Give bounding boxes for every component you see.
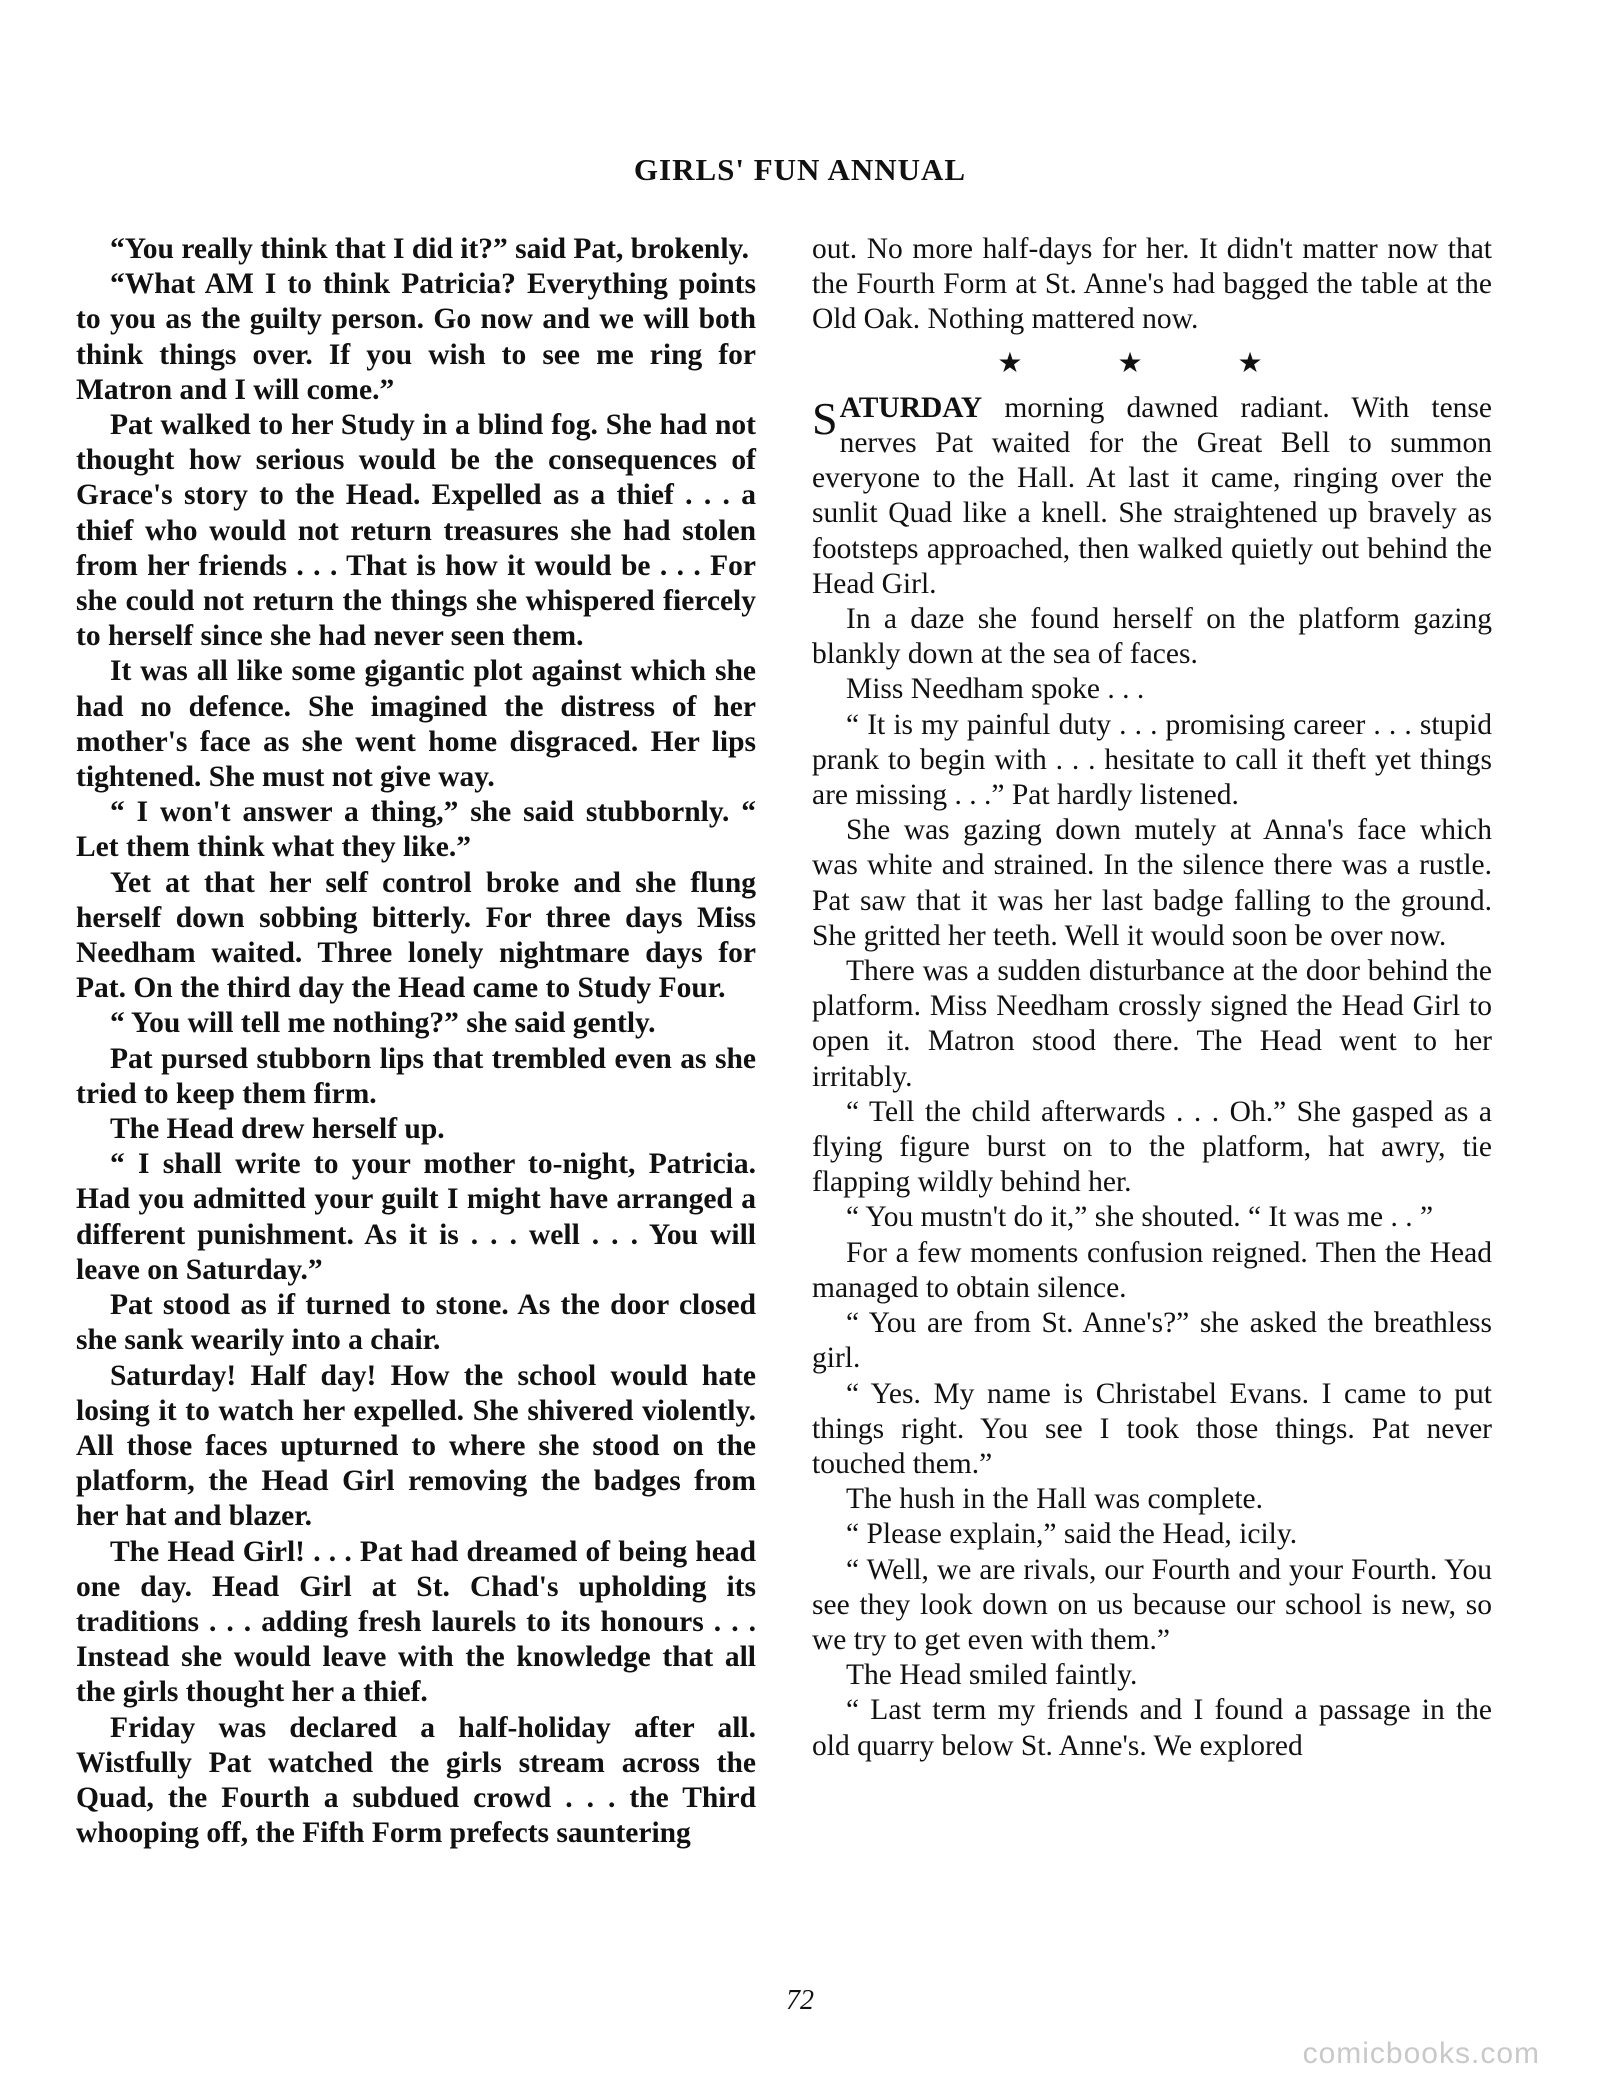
paragraph: There was a sudden disturbance at the door behind the platform. Miss Needham crossly signed the Head Girl to open it. Matron stood there. The Head went to her irritably.: [812, 955, 1492, 1093]
watermark: comicbooks.com: [1302, 2037, 1540, 2070]
page-number: 72: [786, 1985, 814, 2016]
paragraph: Friday was declared a half-holiday after all. Wistfully Pat watched the girls stream across the Quad, the Fourth a subdued crowd . . . the Third whooping off, the Fifth Form prefects sauntering: [76, 1711, 756, 1850]
paragraph: “ Please explain,” said the Head, icily.: [846, 1518, 1298, 1551]
paragraph: “ Yes. My name is Christabel Evans. I came to put things right. You see I took those things. Pat never touched them.”: [812, 1377, 1492, 1480]
paragraph: “ It is my painful duty . . . promising career . . . stupid prank to begin with . . . hesitate to call it theft yet things are missing . . .” Pat hardly listened.: [812, 708, 1492, 812]
drop-cap: S: [812, 392, 838, 444]
paragraph: “ I shall write to your mother to-night, Patricia. Had you admitted your guilt I might have arranged a different punishment. As it is . . . well . . . You will leave on Saturday.”: [76, 1148, 756, 1286]
paragraph: Miss Needham spoke . . .: [846, 673, 1145, 706]
paragraph: “ You are from St. Anne's?” she asked the breathless girl.: [812, 1307, 1492, 1375]
paragraph: “ You mustn't do it,” she shouted. “ It was me . . ”: [846, 1201, 1434, 1234]
paragraph: In a daze she found herself on the platform gazing blankly down at the sea of faces.: [812, 603, 1492, 671]
paragraph: The Head drew herself up.: [110, 1113, 445, 1146]
paragraph: Saturday! Half day! How the school would hate losing it to watch her expelled. She shivered violently. All those faces upturned to where she stood on the platform, the Head Girl removing the badges from her hat and blazer.: [76, 1359, 756, 1533]
running-header: GIRLS' FUN ANNUAL: [633, 152, 967, 187]
paragraph: Yet at that her self control broke and she flung herself down sobbing bitterly. For three days Miss Needham waited. Three lonely nightmare days for Pat. On the third day the Head came to Study Four.: [76, 866, 756, 1005]
paragraph: The hush in the Hall was complete.: [846, 1483, 1263, 1516]
paragraph: “ Last term my friends and I found a passage in the old quarry below St. Anne's. We explored: [812, 1694, 1492, 1762]
paragraph: Pat walked to her Study in a blind fog. She had not thought how serious would be the consequences of Grace's story to the Head. Expelled as a thief . . . a thief who would not return treasures she had stolen from her friends . . . That is how it would be . . . For she could not return the things she whispered fiercely to herself since she had never seen them.: [76, 409, 756, 653]
paragraph: “ Tell the child afterwards . . . Oh.” She gasped as a flying figure burst on to the platform, hat awry, tie flapping wildly behind her.: [812, 1095, 1492, 1199]
paragraph: The Head smiled faintly.: [846, 1659, 1138, 1692]
paragraph: “You really think that I did it?” said Pat, brokenly.: [110, 233, 750, 265]
paragraph: Pat pursed stubborn lips that trembled even as she tried to keep them firm.: [76, 1042, 756, 1110]
small-caps-lead: ATURDAY: [839, 391, 983, 424]
paragraph: Pat stood as if turned to stone. As the door closed she sank wearily into a chair.: [76, 1289, 756, 1357]
opening-text: morning dawned radiant. With tense nerves Pat waited for the Great Bell to summon everyone to the Hall. At last it came, ringing over the sunlit Quad like a knell. She straightened up bravely as footsteps approached, then walked quietly out behind the Head Girl.: [812, 391, 1492, 600]
paragraph: The Head Girl! . . . Pat had dreamed of being head one day. Head Girl at St. Chad's upholding its traditions . . . adding fresh laurels to its honours . . . Instead she would leave with the knowledge that all the girls thought her a thief.: [76, 1535, 756, 1709]
paragraph: It was all like some gigantic plot against which she had no defence. She imagined the distress of her mother's face as she went home disgraced. Her lips tightened. She must not give way.: [76, 655, 756, 794]
paragraph: She was gazing down mutely at Anna's face which was white and strained. In the silence there was a rustle. Pat saw that it was her last badge falling to the ground. She gritted her teeth. Well it would soon be over now.: [812, 814, 1492, 952]
paragraph: For a few moments confusion reigned. Then the Head managed to obtain silence.: [812, 1236, 1492, 1304]
left-column: [76, 232, 756, 1851]
paragraph: “What AM I to think Patricia? Everything points to you as the guilty person. Go now and we will both think things over. If you wish to see me ring for Matron and I will come.”: [76, 268, 756, 406]
paragraph: “ I won't answer a thing,” she said stubbornly. “ Let them think what they like.”: [76, 796, 756, 864]
section-opening-paragraph: [812, 391, 1492, 602]
paragraph: “ You will tell me nothing?” she said gently.: [110, 1007, 656, 1040]
section-break-stars: ★ ★ ★: [997, 347, 1307, 379]
right-column: [812, 232, 1492, 1764]
paragraph: “ Well, we are rivals, our Fourth and your Fourth. You see they look down on us because our school is new, so we try to get even with them.”: [812, 1553, 1492, 1656]
continuation-paragraph: out. No more half-days for her. It didn't matter now that the Fourth Form at St. Anne's had bagged the table at the Old Oak. Nothing mattered now.: [812, 233, 1492, 336]
